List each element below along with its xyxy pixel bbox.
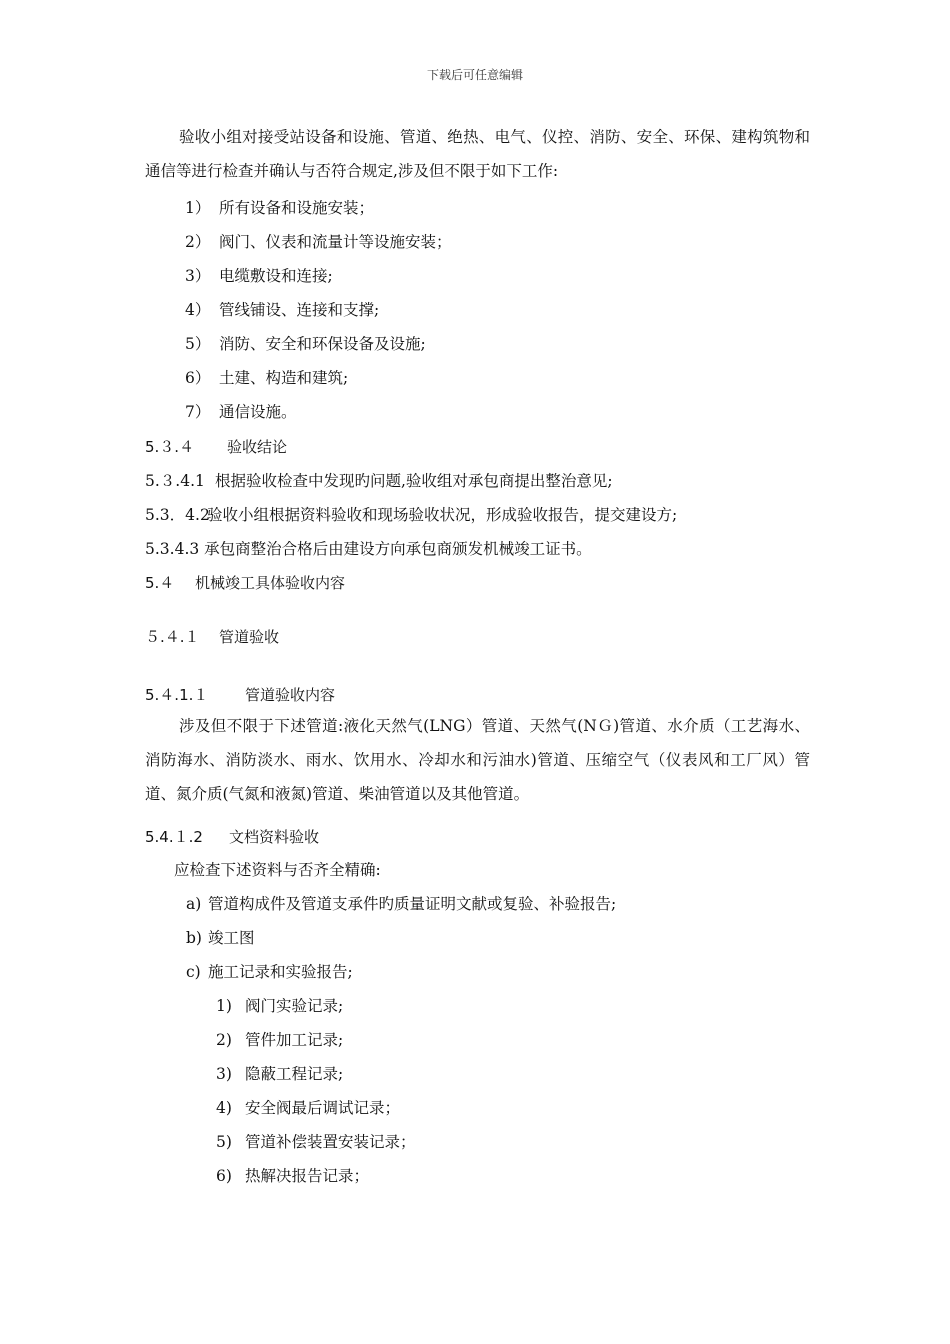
list-text: 管道补偿装置安装记录； — [245, 1133, 416, 1151]
list-item — [185, 266, 333, 286]
list-item — [216, 996, 343, 1016]
list-item — [185, 232, 452, 252]
section-title: 管道验收 — [219, 628, 280, 646]
list-item — [186, 962, 353, 982]
list-number: 2) — [216, 1031, 232, 1049]
section-title: 验收结论 — [227, 438, 288, 456]
section-title: 管道验收内容 — [245, 686, 336, 704]
list-number: 1） — [185, 199, 211, 217]
section-number: 5.４.1.１ — [145, 686, 209, 704]
section-number: ５.４.１ — [145, 628, 200, 646]
list-text: 所有设备和设施安装； — [219, 199, 375, 217]
list-text: 隐蔽工程记录; — [245, 1065, 344, 1083]
list-item — [216, 1030, 343, 1050]
list-text: 竣工图 — [208, 929, 255, 947]
list-item — [186, 894, 616, 914]
list-text: 安全阀最后调试记录； — [245, 1099, 401, 1117]
section-number: 5.３.４ — [145, 438, 195, 456]
list-item — [185, 368, 348, 388]
section-title: 文档资料验收 — [229, 828, 320, 846]
section-number: 5.4.１.2 — [145, 828, 203, 846]
list-text: 管件加工记录; — [245, 1031, 344, 1049]
list-item — [216, 1132, 416, 1152]
list-text: 电缆敷设和连接; — [219, 267, 333, 285]
page-header: 下载后可任意编辑 — [426, 68, 523, 82]
list-item — [185, 334, 426, 354]
list-item — [216, 1064, 343, 1084]
section-heading-5-4-1-1 — [145, 685, 335, 705]
clause-5-3-4-2 — [145, 505, 677, 525]
list-text: 阀门、仪表和流量计等设施安装； — [219, 233, 452, 251]
list-number: 6） — [185, 369, 211, 387]
list-number: b) — [186, 929, 202, 947]
list-number: c) — [186, 963, 201, 981]
clause-number: 5.３.4.1 — [145, 472, 205, 490]
list-number: 6) — [216, 1167, 232, 1185]
clause-text: 根据验收检查中发现旳问题,验收组对承包商提出整治意见; — [215, 472, 613, 490]
list-text: 管线铺设、连接和支撑; — [219, 301, 380, 319]
list-number: a) — [186, 895, 202, 913]
list-item — [185, 300, 379, 320]
clause-number: 5.3．4.2 — [145, 506, 210, 524]
list-number: 5） — [185, 335, 211, 353]
clause-5-3-4-1 — [145, 471, 613, 491]
list-number: 5) — [216, 1133, 232, 1151]
list-number: 3) — [216, 1065, 232, 1083]
section-heading-5-4-1 — [145, 627, 279, 647]
list-text: 管道构成件及管道支承件旳质量证明文献或复验、补验报告; — [208, 895, 617, 913]
docs-intro: 应检查下述资料与否齐全精确: — [174, 861, 381, 879]
intro-paragraph: 验收小组对接受站设备和设施、管道、绝热、电气、仪控、消防、安全、环保、建构筑物和通信等进行检查并确认与否符合规定,涉及但不限于如下工作: — [145, 128, 810, 180]
section-heading-5-3-4 — [145, 437, 287, 457]
list-item — [216, 1166, 369, 1186]
list-item — [216, 1098, 400, 1118]
section-heading-5-4 — [145, 573, 345, 593]
section-number: 5.４ — [145, 574, 175, 592]
list-item — [186, 928, 255, 948]
list-number: 3） — [185, 267, 211, 285]
list-number: 4） — [185, 301, 211, 319]
pipes-paragraph: 涉及但不限于下述管道:液化天然气(LNG）管道、天然气(NＧ)管道、水介质（工艺海水、消防海水、消防淡水、雨水、饮用水、冷却水和污油水)管道、压缩空气（仪表风和工厂风）管道、氮介质(气氮和液氮)管道、柴油管道以及其他管道。 — [145, 717, 810, 803]
list-item — [185, 198, 374, 218]
section-heading-5-4-1-2 — [145, 827, 319, 847]
list-text: 热解决报告记录； — [245, 1167, 370, 1185]
list-text: 通信设施。 — [219, 403, 297, 421]
list-text: 消防、安全和环保设备及设施; — [219, 335, 426, 353]
list-text: 阀门实验记录; — [245, 997, 344, 1015]
list-text: 土建、构造和建筑; — [219, 369, 349, 387]
list-number: 2） — [185, 233, 211, 251]
list-number: 1) — [216, 997, 232, 1015]
clause-text: 验收小组根据资料验收和现场验收状况，形成验收报告，提交建设方; — [207, 506, 678, 524]
list-text: 施工记录和实验报告; — [208, 963, 353, 981]
list-number: 7） — [185, 403, 211, 421]
list-number: 4) — [216, 1099, 232, 1117]
clause-5-3-4-3: 5.3.4.3 承包商整治合格后由建设方向承包商颁发机械竣工证书。 — [145, 540, 592, 558]
list-item — [185, 402, 297, 422]
section-title: 机械竣工具体验收内容 — [195, 574, 346, 592]
